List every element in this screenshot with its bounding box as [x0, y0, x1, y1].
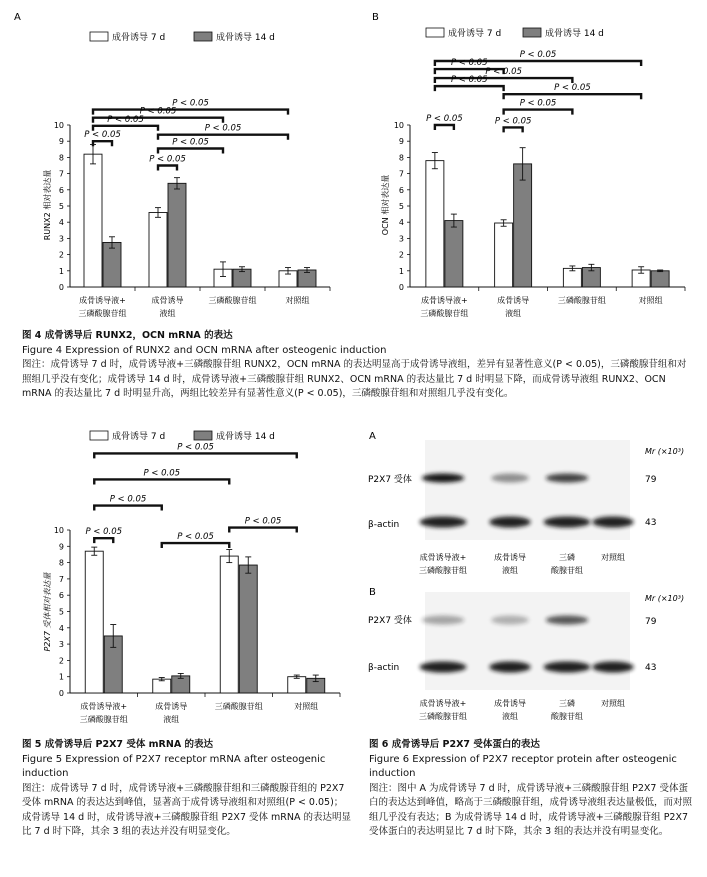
x-tick-label: 对照组	[285, 296, 310, 305]
figure-6-title-cn: 图 6 成骨诱导后 P2X7 受体蛋白的表达	[369, 739, 540, 750]
figure-4-caption	[22, 329, 692, 402]
legend-label-7d: 成骨诱导 7 d	[448, 29, 502, 39]
figure-5-p2x7-mrna-chart	[0, 420, 355, 740]
significance-bracket	[94, 506, 162, 511]
lane-label: 成骨诱导	[494, 699, 526, 708]
p2x7-band	[491, 616, 529, 625]
significance-bracket	[94, 453, 297, 458]
bar	[514, 164, 532, 287]
actin-band	[544, 517, 591, 528]
x-tick-label: 成骨诱导液+	[80, 702, 128, 711]
legend-label-14d: 成骨诱导 14 d	[545, 29, 604, 39]
y-tick-label: 5	[58, 202, 64, 211]
y-tick-label: 8	[58, 558, 64, 568]
x-tick-label: 三磷酸腺苷组	[420, 309, 469, 318]
significance-bracket	[504, 127, 523, 132]
figure-5-note: 图注：成骨诱导 7 d 时，成骨诱导液+三磷酸腺苷组和三磷酸腺苷组的 P2X7 受体 mRNA 的表达达到峰值，显著高于成骨诱导液组和对照组(P < 0.05)；成骨诱导 14 d 时，成骨诱导液+三磷酸腺苷组 P2X7 受体 mRNA 的表达明显比 7 d 时下降，其余 3 组的表达并没有明显变化。	[22, 782, 352, 837]
significance-bracket	[435, 86, 504, 91]
actin-band	[592, 662, 633, 673]
significance-label: P < 0.05	[554, 83, 591, 94]
bar	[149, 212, 167, 287]
legend-swatch-14d	[523, 28, 541, 37]
bar	[220, 556, 238, 693]
legend-swatch-7d	[90, 32, 108, 41]
significance-label: P < 0.05	[84, 130, 121, 141]
significance-label: P < 0.05	[519, 98, 557, 109]
x-tick-label: 三磷酸腺苷组	[557, 296, 606, 305]
x-tick-label: 成骨诱导液+	[421, 296, 468, 305]
figure-4-note: 图注：成骨诱导 7 d 时，成骨诱导液+三磷酸腺苷组 RUNX2，OCN mRNA 的表达明显高于成骨诱导液组，差异有显著性意义(P < 0.05)，三磷酸腺苷组和对照组几乎没有变化；成骨诱导 14 d 时，成骨诱导液+三磷酸腺苷组 RUNX2、OCN mRNA 的表达量比 7 d 时明显下降，而成骨诱导液组 RUNX2、OCN mRNA 的表达量比 7 d 时明显升高，两组比较差异有显著性意义(P < 0.05)，三磷酸腺苷组和对照组几乎没有变化。	[22, 359, 687, 399]
lane-label: 三磷	[559, 553, 575, 562]
p2x7-band	[491, 474, 529, 483]
y-tick-label: 9	[58, 137, 64, 147]
significance-label: P < 0.05	[149, 154, 186, 165]
significance-label: P < 0.05	[450, 58, 488, 69]
figure-4-title-en: Figure 4 Expression of RUNX2 and OCN mRNA after osteogenic induction	[22, 344, 387, 356]
legend-swatch-7d	[426, 28, 444, 37]
significance-bracket	[504, 110, 573, 115]
bar	[84, 154, 102, 287]
y-tick-label: 10	[393, 121, 404, 130]
panel-label-4a: A	[14, 12, 21, 23]
bar	[426, 161, 444, 287]
y-tick-label: 10	[53, 121, 64, 130]
actin-band	[544, 662, 591, 673]
y-tick-label: 6	[58, 591, 64, 601]
bar	[445, 221, 463, 287]
significance-label: P < 0.05	[519, 50, 557, 61]
x-tick-label: 对照组	[638, 296, 663, 305]
y-tick-label: 1	[58, 266, 64, 276]
legend-swatch-7d	[90, 431, 108, 440]
significance-bracket	[158, 166, 177, 171]
lane-label: 液组	[502, 712, 518, 721]
figure-6-title-en: Figure 6 Expression of P2X7 receptor protein after osteogenic induction	[369, 753, 677, 779]
significance-label: P < 0.05	[177, 532, 214, 543]
actin-row-label-b: β-actin	[368, 663, 400, 673]
bar	[495, 223, 513, 287]
significance-bracket	[94, 538, 113, 543]
y-tick-label: 7	[58, 574, 64, 584]
y-tick-label: 4	[58, 623, 64, 633]
lane-label: 酸腺苷组	[551, 566, 583, 575]
figure-5-title-en: Figure 5 Expression of P2X7 receptor mRNA after osteogenic induction	[22, 753, 326, 779]
panel-label-6b: B	[369, 587, 376, 598]
y-tick-label: 8	[58, 153, 64, 163]
y-tick-label: 2	[58, 250, 64, 260]
y-tick-label: 7	[398, 169, 404, 179]
significance-bracket	[93, 141, 112, 146]
x-tick-label: 三磷酸腺苷组	[79, 715, 128, 724]
legend-label-14d: 成骨诱导 14 d	[216, 33, 275, 43]
y-tick-label: 5	[58, 607, 64, 617]
significance-label: P < 0.05	[85, 527, 123, 538]
y-tick-label: 9	[58, 542, 64, 552]
y-axis-label: P2X7 受体相对表达量	[43, 572, 52, 652]
x-tick-label: 成骨诱导	[155, 702, 188, 711]
x-tick-label: 成骨诱导液+	[79, 296, 126, 305]
p2x7-band	[546, 616, 589, 625]
y-tick-label: 10	[53, 526, 64, 535]
legend-label-14d: 成骨诱导 14 d	[216, 432, 275, 442]
significance-label: P < 0.05	[172, 98, 209, 109]
significance-label: P < 0.05	[204, 123, 242, 134]
mw-43-b: 43	[645, 663, 657, 673]
lane-label: 对照组	[601, 699, 625, 708]
legend-label-7d: 成骨诱导 7 d	[112, 432, 166, 442]
panel-label-4b: B	[372, 12, 379, 23]
figure-5-title-cn: 图 5 成骨诱导后 P2X7 受体 mRNA 的表达	[22, 739, 213, 750]
blot-b-background	[425, 592, 630, 690]
bar	[168, 183, 186, 287]
bar	[288, 677, 306, 693]
legend-label-7d: 成骨诱导 7 d	[112, 33, 166, 43]
significance-label: P < 0.05	[177, 442, 214, 453]
figure-6-note: 图注：图中 A 为成骨诱导 7 d 时，成骨诱导液+三磷酸腺苷组 P2X7 受体蛋白的表达达到峰值，略高于三磷酸腺苷组，成骨诱导液组表达量极低，而对照组几乎没有表达；B 为成骨诱导 14 d 时，成骨诱导液+三磷酸腺苷组 P2X7 受体蛋白的表达明显比 7 d 时下降，其余 3 组的表达并没有明显变化。	[369, 782, 693, 837]
significance-label: P < 0.05	[107, 114, 144, 125]
p2x7-band	[546, 474, 589, 483]
x-tick-label: 成骨诱导	[151, 296, 184, 305]
lane-label: 酸腺苷组	[551, 712, 583, 721]
figure-4b-ocn-chart	[355, 0, 707, 330]
x-tick-label: 液组	[159, 309, 176, 318]
panel-label-6a: A	[369, 431, 376, 442]
significance-label: P < 0.05	[139, 106, 177, 117]
y-tick-label: 3	[58, 640, 64, 650]
figure-4a-runx2-chart	[0, 0, 355, 330]
y-tick-label: 7	[58, 169, 64, 179]
x-tick-label: 三磷酸腺苷组	[214, 702, 263, 711]
mr-label-b: Mr (×10³)	[645, 594, 685, 603]
significance-label: P < 0.05	[450, 75, 488, 86]
figure-5-caption	[22, 738, 352, 840]
y-tick-label: 6	[58, 185, 64, 195]
significance-label: P < 0.05	[426, 114, 463, 124]
y-tick-label: 2	[58, 656, 64, 666]
significance-bracket	[158, 148, 223, 153]
lane-label: 液组	[502, 566, 518, 575]
y-tick-label: 9	[398, 137, 404, 147]
actin-band	[489, 517, 530, 528]
y-axis-label: OCN 相对表达量	[381, 174, 390, 236]
significance-bracket	[229, 528, 297, 533]
actin-band	[592, 517, 633, 528]
y-tick-label: 3	[58, 234, 64, 244]
lane-label: 三磷酸腺苷组	[419, 712, 467, 721]
figure-4-title-cn: 图 4 成骨诱导后 RUNX2，OCN mRNA 的表达	[22, 330, 233, 341]
y-axis-label: RUNX2 相对表达量	[43, 169, 52, 241]
figure-6-caption	[369, 738, 694, 840]
significance-bracket	[94, 479, 229, 484]
lane-label: 成骨诱导液+	[419, 699, 467, 708]
y-tick-label: 0	[398, 283, 404, 292]
y-tick-label: 2	[398, 250, 404, 260]
x-tick-label: 三磷酸腺苷组	[208, 296, 257, 305]
y-tick-label: 8	[398, 153, 404, 163]
y-tick-label: 6	[398, 185, 404, 195]
x-tick-label: 对照组	[294, 702, 319, 711]
significance-label: P < 0.05	[485, 67, 522, 78]
p2x7-row-label-a: P2X7 受体	[368, 475, 412, 485]
lane-label: 成骨诱导液+	[419, 553, 467, 562]
significance-label: P < 0.05	[143, 468, 181, 479]
y-tick-label: 3	[398, 234, 404, 244]
significance-bracket	[435, 125, 454, 130]
mw-79-b: 79	[645, 617, 657, 627]
bar	[85, 551, 103, 693]
significance-bracket	[162, 543, 230, 548]
x-tick-label: 成骨诱导	[497, 296, 530, 305]
y-tick-label: 4	[398, 218, 404, 228]
bar	[651, 271, 669, 287]
bar	[239, 565, 257, 693]
actin-row-label-a: β-actin	[368, 520, 400, 530]
figure-6-western-blot	[355, 420, 707, 740]
significance-label: P < 0.05	[494, 116, 532, 127]
mr-label-a: Mr (×10³)	[645, 447, 685, 456]
mw-43-a: 43	[645, 518, 657, 528]
y-tick-label: 5	[398, 202, 404, 211]
legend-swatch-14d	[194, 32, 212, 41]
significance-label: P < 0.05	[244, 516, 282, 527]
y-tick-label: 1	[398, 266, 404, 276]
p2x7-band	[422, 616, 465, 625]
significance-label: P < 0.05	[172, 137, 209, 148]
y-tick-label: 4	[58, 218, 64, 228]
actin-band	[420, 517, 467, 528]
lane-label: 成骨诱导	[494, 553, 526, 562]
x-tick-label: 液组	[163, 715, 180, 724]
y-tick-label: 1	[58, 672, 64, 682]
mw-79-a: 79	[645, 475, 657, 485]
lane-label: 三磷酸腺苷组	[419, 566, 467, 575]
lane-label: 三磷	[559, 699, 575, 708]
x-tick-label: 三磷酸腺苷组	[78, 309, 127, 318]
lane-label: 对照组	[601, 553, 625, 562]
legend-swatch-14d	[194, 431, 212, 440]
y-tick-label: 0	[58, 283, 64, 292]
x-tick-label: 液组	[505, 309, 522, 318]
p2x7-row-label-b: P2X7 受体	[368, 616, 412, 626]
actin-band	[489, 662, 530, 673]
significance-label: P < 0.05	[109, 494, 147, 505]
p2x7-band	[422, 474, 465, 483]
actin-band	[420, 662, 467, 673]
bar	[103, 242, 121, 287]
y-tick-label: 0	[58, 689, 64, 698]
